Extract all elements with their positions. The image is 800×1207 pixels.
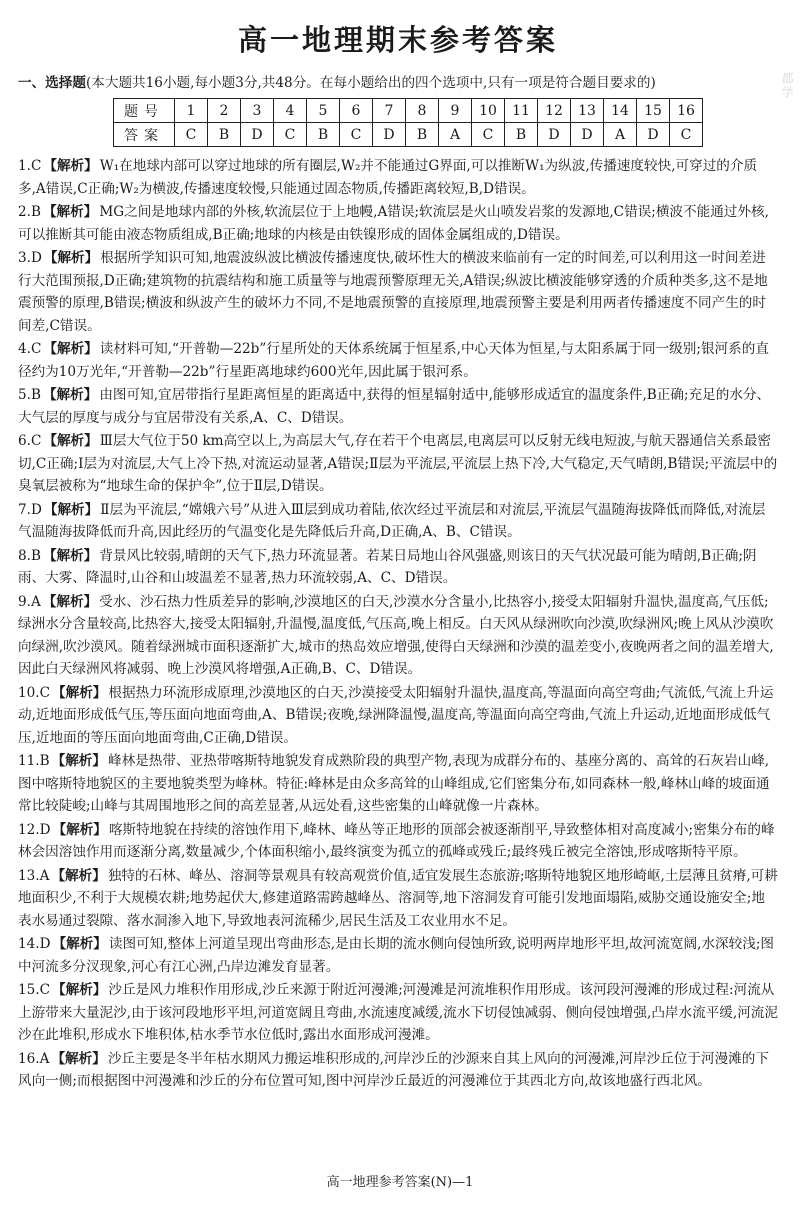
answer-cell: B bbox=[406, 123, 439, 147]
answer-cell: D bbox=[637, 123, 670, 147]
analysis-tag: 【解析】 bbox=[52, 821, 107, 838]
item-number: 10.C bbox=[18, 684, 51, 701]
question-number-cell: 13 bbox=[571, 99, 604, 123]
item-number: 6.C bbox=[18, 433, 42, 449]
analysis-tag: 【解析】 bbox=[51, 867, 106, 884]
answer-cell: D bbox=[373, 123, 406, 147]
analysis-tag: 【解析】 bbox=[52, 936, 107, 952]
explanation-item bbox=[18, 933, 778, 978]
answer-cell: C bbox=[472, 123, 505, 147]
item-number: 13.A bbox=[18, 867, 50, 884]
item-number: 7.D bbox=[18, 501, 42, 518]
watermark-text: 郡学 bbox=[780, 72, 794, 100]
question-number-cell: 7 bbox=[373, 99, 406, 123]
item-number: 3.D bbox=[18, 250, 42, 266]
item-number: 4.C bbox=[18, 341, 42, 357]
item-text: 根据所学知识可知,地震波纵波比横波传播速度快,破坏性大的横波来临前有一定的时间差,可以利用这一时间差进行大范围预报,D正确;建筑物的抗震结构和施工质量等与地震预警原理无关,A错误;纵波比横波能够穿透的介质种类多,这不是地震预警的原理,B错误;横波和纵波产生的破坏力不同,不是地震预警的直接原理,地震预警主要是利用两者传播速度不同产生的时间差,C错误。 bbox=[18, 250, 768, 334]
question-number-cell: 5 bbox=[307, 99, 340, 123]
question-number-cell: 15 bbox=[637, 99, 670, 123]
page-title: 高一地理期末参考答案 bbox=[237, 23, 558, 57]
item-text: 背景风比较弱,晴朗的天气下,热力环流显著。若某日局地山谷风强盛,则该日的天气状况最可能为晴朗,B正确;阴雨、大雾、降温时,山谷和山坡温差不显著,热力环流较弱,A、C、D错误。 bbox=[18, 547, 757, 586]
item-text: 峰林是热带、亚热带喀斯特地貌发育成熟阶段的典型产物,表现为成群分布的、基座分离的、高耸的石灰岩山峰,图中喀斯特地貌区的主要地貌类型为峰林。特征:峰林是由众多高耸的山峰组成,它们密集分布,如同森林一般,峰林山峰的坡面通常比较陡峻;山峰与其周围地形之间的高差显著,从远处看,这些密集的山峰就像一片森林。 bbox=[18, 753, 770, 814]
analysis-tag: 【解析】 bbox=[52, 982, 107, 998]
explanation-item bbox=[18, 247, 778, 337]
section-note: (本大题共16小题,每小题3分,共48分。在每小题给出的四个选项中,只有一项是符合题目要求的) bbox=[85, 75, 656, 91]
item-text: W₁在地球内部可以穿过地球的所有圈层,W₂并不能通过G界面,可以推断W₁为纵波,传播速度较快,可穿过的介质多,A错误,C正确;W₂为横波,传播速度较慢,只能通过固态物质,传播距离较短,B,D错误。 bbox=[18, 158, 758, 197]
explanation-list bbox=[18, 155, 778, 1093]
answer-header: 答案 bbox=[114, 123, 175, 147]
analysis-tag: 【解析】 bbox=[43, 501, 99, 518]
answer-cell: B bbox=[208, 123, 241, 147]
analysis-tag: 【解析】 bbox=[42, 547, 98, 564]
analysis-tag: 【解析】 bbox=[51, 753, 106, 769]
item-text: 读图可知,整体上河道呈现出弯曲形态,是由长期的流水侧向侵蚀所致,说明两岸地形平坦,故河流宽阔,水深较浅;图中河流多分汊现象,河心有江心洲,凸岸边滩发育显著。 bbox=[18, 936, 774, 975]
item-text: 沙丘主要是冬半年枯水期风力搬运堆积形成的,河岸沙丘的沙源来自其上风向的河漫滩,河岸沙丘位于河漫滩的下风向一侧;而根据图中河漫滩和沙丘的分布位置可知,图中河岸沙丘最近的河漫滩位于其西北方向,故该地盛行西北风。 bbox=[18, 1050, 769, 1089]
item-number: 8.B bbox=[18, 547, 41, 564]
item-number: 5.B bbox=[18, 387, 41, 403]
item-number: 1.C bbox=[18, 158, 42, 174]
question-number-row bbox=[114, 99, 703, 123]
item-text: Ⅱ层为平流层,“嫦娥六号”从进入Ⅲ层到成功着陆,依次经过平流层和对流层,平流层气温随海拔降低而降低,对流层气温随海拔降低而升高,因此经历的气温变化是先降低后升高,D正确,A、B、C错误。 bbox=[18, 501, 766, 540]
question-number-cell: 3 bbox=[241, 99, 274, 123]
section-heading bbox=[18, 72, 778, 94]
question-number-cell: 4 bbox=[274, 99, 307, 123]
item-text: 由图可知,宜居带指行星距离恒星的距离适中,获得的恒星辐射适中,能够形成适宜的温度条件,B正确;充足的水分、大气层的厚度与成分与宜居带没有关系,A、C、D错误。 bbox=[18, 387, 771, 426]
question-number-cell: 12 bbox=[538, 99, 571, 123]
answer-cell: C bbox=[670, 123, 703, 147]
answer-cell: C bbox=[274, 123, 307, 147]
item-text: 沙丘是风力堆积作用形成,沙丘来源于附近河漫滩;河漫滩是河流堆积作用形成。该河段河漫滩的形成过程:河流从上游带来大量泥沙,由于该河段地形平坦,河道宽阔且弯曲,水流速度减缓,流水下切侵蚀减弱、侧向侵蚀增强,凸岸水流平缓,河流泥沙在此堆积,形成水下堆积体,枯水季节水位低时,露出水面形成河漫滩。 bbox=[18, 982, 778, 1043]
item-text: 受水、沙石热力性质差异的影响,沙漠地区的白天,沙漠水分含量小,比热容小,接受太阳辐射升温快,温度高,气压低;绿洲水分含量较高,比热容大,接受太阳辐射,升温慢,温度低,气压高,晚上相反。白天风从绿洲吹向沙漠,吹绿洲风;晚上风从沙漠吹向绿洲,吹沙漠风。随着绿洲城市面积逐渐扩大,城市的热岛效应增强,使得白天绿洲和沙漠的温差变小,夜晚两者之间的温差增大,因此白天绿洲风将减弱、晚上沙漠风将增强,A正确,B、C、D错误。 bbox=[18, 593, 774, 677]
explanation-item bbox=[18, 819, 778, 864]
item-number: 2.B bbox=[18, 204, 41, 220]
item-text: 读材料可知,“开普勒—22b”行星所处的天体系统属于恒星系,中心天体为恒星,与太阳系属于同一级别;银河系的直径约为10万光年,“开普勒—22b”行星距离地球约600光年,因此属于银河系。 bbox=[18, 341, 769, 380]
page-footer: 高一地理参考答案(N)—1 bbox=[326, 1175, 474, 1190]
explanation-item bbox=[18, 384, 778, 429]
explanation-item bbox=[18, 338, 778, 383]
question-number-cell: 2 bbox=[208, 99, 241, 123]
explanation-item bbox=[18, 591, 778, 681]
explanation-item bbox=[18, 430, 778, 498]
question-number-cell: 8 bbox=[406, 99, 439, 123]
analysis-tag: 【解析】 bbox=[42, 387, 98, 403]
answer-row bbox=[114, 123, 703, 147]
answer-cell: A bbox=[439, 123, 472, 147]
answer-cell: A bbox=[604, 123, 637, 147]
question-number-cell: 9 bbox=[439, 99, 472, 123]
explanation-item bbox=[18, 750, 778, 818]
item-number: 11.B bbox=[18, 753, 50, 769]
analysis-tag: 【解析】 bbox=[43, 158, 98, 174]
analysis-tag: 【解析】 bbox=[43, 250, 99, 266]
answer-cell: C bbox=[340, 123, 373, 147]
explanation-item bbox=[18, 979, 778, 1047]
item-number: 14.D bbox=[18, 936, 51, 952]
analysis-tag: 【解析】 bbox=[43, 433, 98, 449]
answer-cell: B bbox=[307, 123, 340, 147]
answer-table bbox=[113, 98, 703, 147]
answer-cell: B bbox=[505, 123, 538, 147]
item-text: Ⅲ层大气位于50 km高空以上,为高层大气,存在若干个电离层,电离层可以反射无线电短波,与航天器通信关系最密切,C正确;Ⅰ层为对流层,大气上冷下热,对流运动显著,A错误;Ⅱ层为平流层,平流层上热下冷,大气稳定,天气晴朗,B错误;平流层中的臭氧层被称为“地球生命的保护伞”,位于Ⅱ层,D错误。 bbox=[18, 433, 778, 494]
question-number-header: 题号 bbox=[114, 99, 175, 123]
item-text: MG之间是地球内部的外核,软流层位于上地幔,A错误;软流层是火山喷发岩浆的发源地,C错误;横波不能通过外核,可以推断其可能由液态物质组成,B正确;地球的内核是由铁镍形成的固体金属组成的,D错误。 bbox=[18, 204, 769, 243]
item-number: 16.A bbox=[18, 1050, 50, 1067]
item-number: 12.D bbox=[18, 821, 51, 838]
question-number-cell: 14 bbox=[604, 99, 637, 123]
item-text: 独特的石林、峰丛、溶洞等景观具有较高观赏价值,适宜发展生态旅游;喀斯特地貌区地形崎岖,土层薄且贫瘠,可耕地面积少,不利于大规模农耕;地势起伏大,修建道路需跨越峰丛、溶洞等,地下溶洞发育可能引发地面塌陷,威胁交通设施安全;地表水易通过裂隙、落水洞渗入地下,导致地表河流稀少,居民生活及工农业用水不足。 bbox=[18, 867, 778, 929]
answer-cell: C bbox=[175, 123, 208, 147]
answer-cell: D bbox=[241, 123, 274, 147]
analysis-tag: 【解析】 bbox=[42, 593, 98, 610]
question-number-cell: 10 bbox=[472, 99, 505, 123]
analysis-tag: 【解析】 bbox=[51, 1050, 106, 1067]
answer-cell: D bbox=[571, 123, 604, 147]
question-number-cell: 1 bbox=[175, 99, 208, 123]
explanation-item bbox=[18, 865, 778, 933]
item-number: 9.A bbox=[18, 593, 41, 610]
answer-cell: D bbox=[538, 123, 571, 147]
analysis-tag: 【解析】 bbox=[43, 341, 98, 357]
explanation-item bbox=[18, 682, 778, 750]
explanation-item bbox=[18, 201, 778, 246]
explanation-item bbox=[18, 499, 778, 544]
explanation-item bbox=[18, 1048, 778, 1093]
analysis-tag: 【解析】 bbox=[42, 204, 98, 220]
analysis-tag: 【解析】 bbox=[52, 684, 107, 701]
item-number: 15.C bbox=[18, 982, 51, 998]
question-number-cell: 6 bbox=[340, 99, 373, 123]
question-number-cell: 16 bbox=[670, 99, 703, 123]
question-number-cell: 11 bbox=[505, 99, 538, 123]
item-text: 喀斯特地貌在持续的溶蚀作用下,峰林、峰丛等正地形的顶部会被逐渐削平,导致整体相对高度减小;密集分布的峰林会因溶蚀作用而逐渐分离,数量减少,个体面积缩小,最终演变为孤立的孤峰或残丘;最终残丘被完全溶蚀,形成喀斯特平原。 bbox=[18, 821, 775, 860]
explanation-item bbox=[18, 155, 778, 200]
section-label: 一、选择题 bbox=[18, 75, 86, 91]
explanation-item bbox=[18, 545, 778, 590]
item-text: 根据热力环流形成原理,沙漠地区的白天,沙漠接受太阳辐射升温快,温度高,等温面向高空弯曲;气流低,气流上升运动,近地面形成低气压,等压面向地面弯曲,A、B错误;夜晚,绿洲降温慢,温度高,等温面向高空弯曲,气流上升运动,近地面形成低气压,近地面的等压面向地面弯曲,C正确,D错误。 bbox=[18, 684, 774, 746]
